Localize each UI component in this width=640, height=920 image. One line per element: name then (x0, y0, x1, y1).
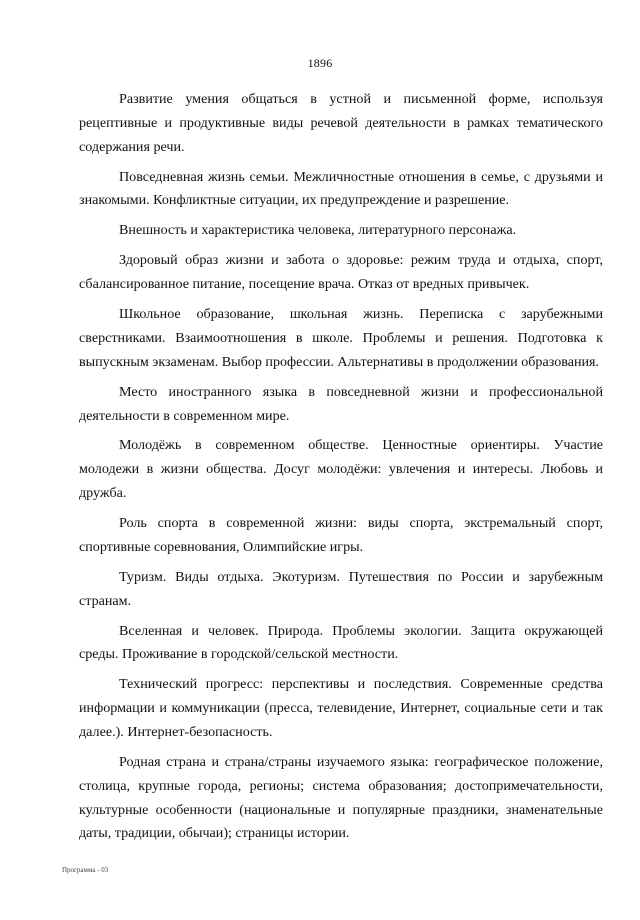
paragraph-speech-skills: Развитие умения общаться в устной и письменной форме, используя рецептивные и продуктивные виды речевой деятельности в рамках тематического содержания речи. (79, 91, 603, 155)
page-number: 1896 (307, 56, 333, 70)
paragraph-family-life: Повседневная жизнь семьи. Межличностные отношения в семье, с друзьями и знакомыми. Конфликтные ситуации, их предупреждение и разрешение. (79, 168, 603, 209)
paragraph-school-education: Школьное образование, школьная жизнь. Переписка с зарубежными сверстниками. Взаимоотношения в школе. Проблемы и решения. Подготовка к выпускным экзаменам. Выбор профессии. Альтернативы в продолжении образования. (79, 306, 603, 370)
paragraph-sport: Роль спорта в современной жизни: виды спорта, экстремальный спорт, спортивные соревнования, Олимпийские игры. (79, 515, 603, 555)
paragraph-tourism: Туризм. Виды отдыха. Экотуризм. Путешествия по России и зарубежным странам. (79, 568, 603, 609)
footer-program-code: Программа - 03 (62, 866, 109, 874)
paragraph-universe-nature: Вселенная и человек. Природа. Проблемы экологии. Защита окружающей среды. Проживание в городской/сельской местности. (79, 622, 603, 663)
document-body (79, 88, 603, 852)
paragraph-youth: Молодёжь в современном обществе. Ценностные ориентиры. Участие молодежи в жизни общества. Досуг молодёжи: увлечения и интересы. Любовь и дружба. (79, 437, 603, 502)
paragraph-technical-progress: Технический прогресс: перспективы и последствия. Современные средства информации и коммуникации (пресса, телевидение, Интернет, социальные сети и так далее.). Интернет-безопасность. (79, 676, 603, 740)
paragraph-appearance: Внешность и характеристика человека, литературного персонажа. (119, 222, 517, 239)
paragraph-foreign-language: Место иностранного языка в повседневной жизни и профессиональной деятельности в современном мире. (79, 383, 603, 424)
paragraph-native-country: Родная страна и страна/страны изучаемого языка: географическое положение, столица, крупные города, регионы; система образования; достопримечательности, культурные особенности (национальные и популярные праздники, знаменательные даты, традиции, обычаи); страницы истории. (79, 753, 603, 842)
paragraph-healthy-lifestyle: Здоровый образ жизни и забота о здоровье: режим труда и отдыха, спорт, сбалансированное питание, посещение врача. Отказ от вредных привычек. (79, 252, 603, 293)
